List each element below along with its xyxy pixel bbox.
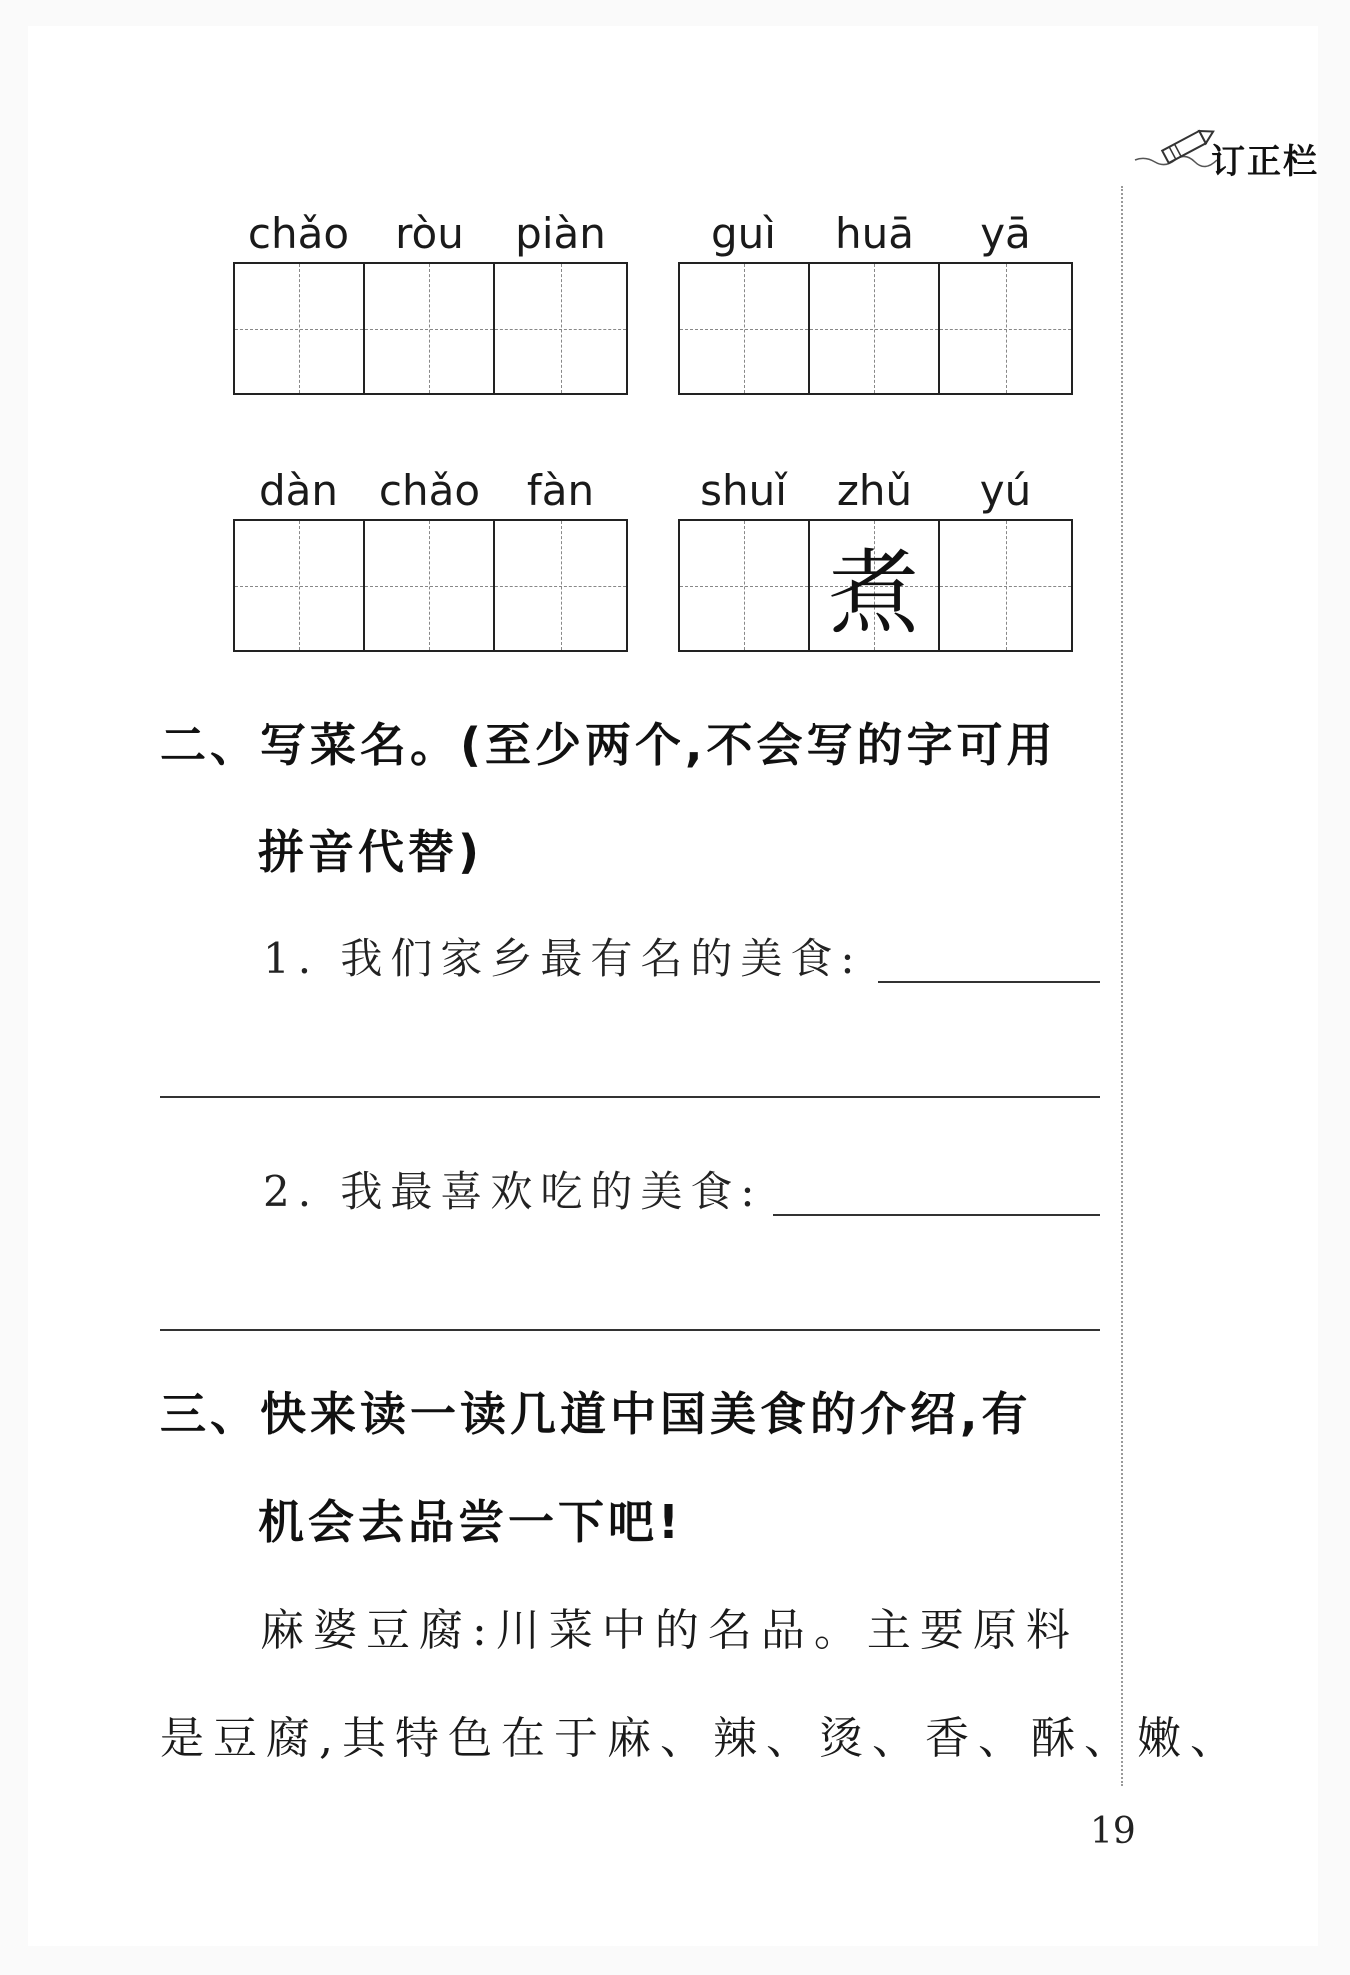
answer-line-1a[interactable]	[878, 981, 1100, 983]
correction-label-text: 订正栏	[1211, 142, 1319, 182]
pinyin-label: chǎo	[247, 209, 350, 258]
pinyin-label: huā	[835, 209, 914, 258]
character-box[interactable]	[495, 521, 626, 650]
character-grid	[678, 519, 1073, 652]
character-box[interactable]	[940, 264, 1071, 393]
worksheet-page	[28, 26, 1318, 1946]
pinyin-label: shuǐ	[700, 466, 787, 515]
character-box[interactable]	[810, 264, 940, 393]
pinyin-label: dàn	[258, 466, 339, 515]
pinyin-label: chǎo	[378, 466, 481, 515]
question-2: 2. 我最喜欢吃的美食:	[263, 1167, 763, 1216]
body-paragraph-line-1: 麻婆豆腐:川菜中的名品。主要原料	[260, 1605, 1079, 1656]
answer-line-2a[interactable]	[773, 1214, 1100, 1216]
section-2-heading: 二、写菜名。(至少两个,不会写的字可用	[160, 718, 1057, 772]
correction-margin-divider	[1121, 186, 1123, 1786]
word-group-3	[233, 463, 628, 652]
page-number: 19	[1090, 1811, 1136, 1852]
word-group-4	[678, 463, 1073, 652]
character-box[interactable]	[810, 521, 940, 650]
body-paragraph-line-2: 是豆腐,其特色在于麻、辣、烫、香、酥、嫩、	[160, 1713, 1243, 1764]
section-2-heading-cont: 拼音代替)	[258, 825, 484, 879]
correction-column-header	[1133, 116, 1350, 186]
character-box[interactable]	[235, 521, 365, 650]
character-box[interactable]	[365, 264, 495, 393]
pinyin-label: yā	[980, 209, 1031, 258]
character-box[interactable]	[365, 521, 495, 650]
answer-line-1b[interactable]	[160, 1096, 1100, 1098]
pencil-icon	[1133, 116, 1223, 176]
section-3-heading-cont: 机会去品尝一下吧!	[258, 1495, 683, 1549]
character-grid	[233, 262, 628, 395]
character-box[interactable]	[495, 264, 626, 393]
character-box[interactable]	[940, 521, 1071, 650]
character-grid	[678, 262, 1073, 395]
character-box[interactable]	[680, 521, 810, 650]
pinyin-label: yú	[979, 466, 1032, 515]
character-box[interactable]	[680, 264, 810, 393]
pinyin-label: guì	[711, 209, 776, 258]
pinyin-label: zhǔ	[836, 466, 913, 515]
answer-line-2b[interactable]	[160, 1329, 1100, 1331]
pinyin-label: ròu	[395, 209, 464, 258]
character-box[interactable]	[235, 264, 365, 393]
word-group-1	[233, 206, 628, 395]
given-character: 煮	[827, 539, 920, 647]
question-1: 1. 我们家乡最有名的美食:	[263, 934, 863, 983]
word-group-2	[678, 206, 1073, 395]
section-3-heading: 三、快来读一读几道中国美食的介绍,有	[160, 1387, 1032, 1441]
pinyin-label: fàn	[526, 466, 595, 515]
character-grid	[233, 519, 628, 652]
pinyin-label: piàn	[515, 209, 606, 258]
